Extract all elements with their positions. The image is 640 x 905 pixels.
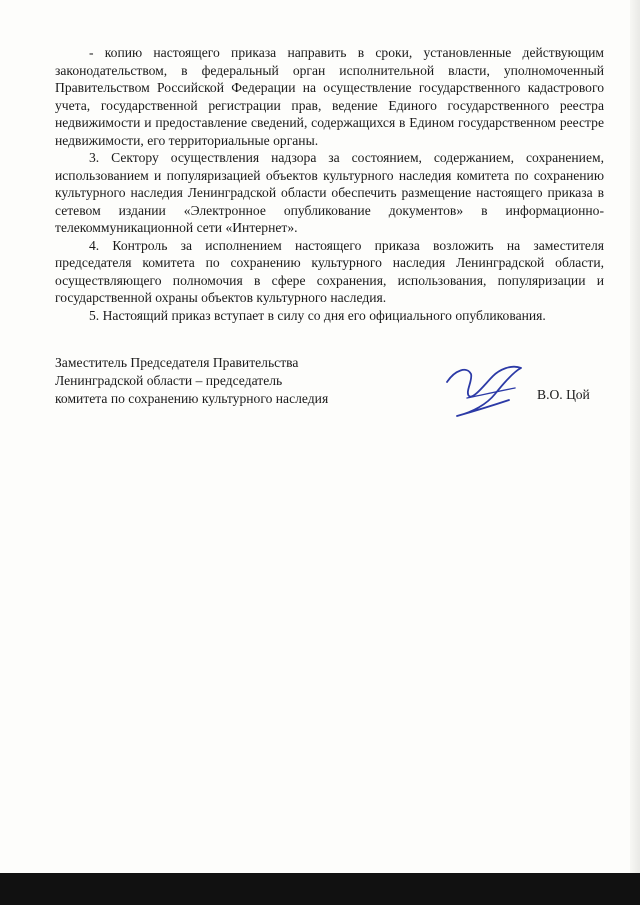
signatory-position-line: комитета по сохранению культурного наследия: [55, 391, 329, 406]
scan-bottom-border: [0, 873, 640, 905]
paragraph-5-effective-date: 5. Настоящий приказ вступает в силу со дня его официального опубликования.: [89, 307, 546, 323]
order-body: [55, 44, 604, 324]
scan-edge-shadow: [630, 0, 640, 873]
paragraph-4-control: 4. Контроль за исполнением настоящего приказа возложить на заместителя председателя комитета по сохранению культурного наследия Ленинградской области, осуществляющего полномочия в сфере сохранения, использования, популяризации и государственной охраны объектов культурного наследия.: [55, 237, 604, 305]
signatory-position-line: Ленинградской области – председатель: [55, 373, 283, 388]
paragraph-3-publication: 3. Сектору осуществления надзора за состоянием, содержанием, сохранением, использованием и популяризацией объектов культурного наследия комитета по сохранению культурного наследия Ленинградской области обеспечить размещение настоящего приказа в сетевом издании «Электронное опубликование документов» в информационно-телекоммуникационной сети «Интернет».: [55, 150, 604, 235]
signatory-position-line: Заместитель Председателя Правительства: [55, 355, 299, 370]
signatory-name: В.О. Цой: [537, 387, 590, 402]
handwritten-signature: [437, 362, 537, 420]
paragraph-copy-distribution: - копию настоящего приказа направить в сроки, установленные действующим законодательством, в федеральный орган исполнительной власти, уполномоченный Правительством Российской Федерации на осуществление государственного кадастрового учета, государственной регистрации прав, ведение Единого государственного реестра недвижимости и предоставление сведений, содержащихся в Едином государственном реестре недвижимости, его территориальные органы.: [55, 45, 604, 148]
